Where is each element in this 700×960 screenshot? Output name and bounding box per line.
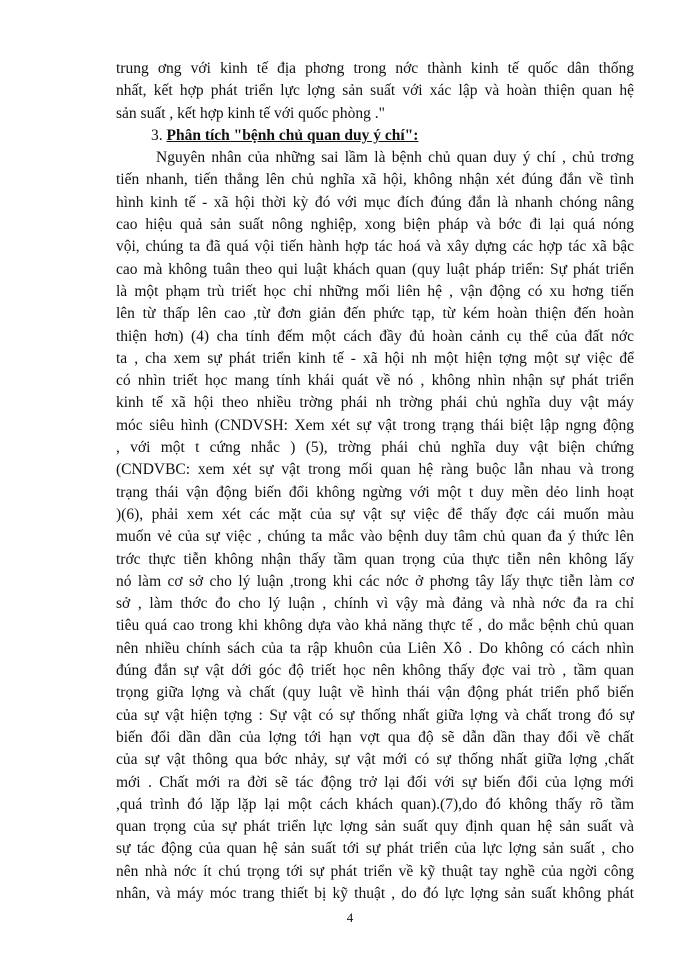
text-line: nên nhà nớc ít chú trọng tới sự phát triển về kỹ thuật tay nghề của ngời công [116,862,634,880]
text-line: móc siêu hình (CNDVSH: Xem xét sự vật trong trạng thái biệt lập ngng động [116,416,634,434]
text-line: trớc thực tiễn không nhận thấy tầm quan trọng của thực tiễn nên không lấy [116,550,634,568]
text-line: quan trọng của sự phát triển lực lợng sản suất quy định quan hệ sản suất và [116,818,634,836]
text-line: trung ơng với kinh tế địa phơng trong nớc thành kinh tế quốc dân thống [116,60,634,77]
document-page [116,58,634,905]
text-line: kinh tế xã hội theo nhiều trờng phái nh trờng phái chủ nghĩa duy vật máy [116,394,634,412]
text-line: sản suất , kết hợp kinh tế với quốc phòng ." [116,104,385,122]
text-line: biến đổi dần dần của lợng tới hạn vợt qua độ sẽ dẫn dần thay đổi về chất [116,728,634,746]
text-line: nó làm cơ sở cho lý luận ,trong khi các nớc ở phơng tây lấy thực tiễn làm cơ [116,572,634,590]
text-line: trạng thái vận động biến đổi không ngừng với một t duy mền dẻo linh hoạt [116,483,634,501]
section-heading [116,125,634,147]
page-number: 4 [346,910,354,925]
section-number: 3. [151,126,163,144]
text-line: của sự vật thông qua bớc nhảy, sự vật mới có sự thống nhất giữa lợng ,chất [116,751,634,769]
text-line: thiện hơn) (4) cha tính đếm một cách đầy đủ hoàn cảnh cụ thể của đất nớc [116,327,634,345]
text-line: cao mà không tuân theo qui luật khách quan (quy luật pháp triển: Sự phát triển [116,260,634,278]
body-paragraph [116,147,634,905]
text-line: sự tác động của quan hệ sản suất tới sự phát triển của lực lợng sản suất , cho [116,840,634,858]
text-line: tiến nhanh, tiến thẳng lên chủ nghĩa xã hội, không nhận xét đúng đắn về tình [116,171,634,189]
text-line: trọng giữa lợng và chất (quy luật về hình thái vận động phát triển phổ biến [116,684,634,702]
text-line: muốn vẻ của sự việc , chúng ta mắc vào bệnh duy tâm chủ quan đa ý thức lên [116,528,634,546]
text-line: Nguyên nhân của những sai lầm là bệnh chủ quan duy ý chí , chủ trơng [156,149,634,167]
text-line: ,quá trình đó lặp lặp lại một cách khách quan).(7),do đó không thấy rõ tầm [116,795,634,813]
text-line: là một phạm trù triết học chỉ những mối liên hệ , vận động có xu hơng tiến [116,282,634,300]
text-line: tiêu quá cao trong khi không dựa vào khả năng thực tế , do mắc bệnh chủ quan [116,617,634,635]
text-line: )(6), phải xem xét các mặt của sự vật sự việc để thấy đợc cái muốn màu [116,505,634,523]
text-line: nên nhiều chính sách của ta rập khuôn của Liên Xô . Do không có cách nhìn [116,639,634,657]
text-line: của sự vật hiện tợng : Sự vật có sự thống nhất giữa lợng và chất trong đó sự [116,706,634,724]
text-line: vội, chúng ta đã quá vội tiến hành hợp tác hoá và xây dựng các hợp tác xã bậc [116,238,634,256]
text-line: lên từ thấp lên cao ,từ đơn giản đến phức tạp, từ kém hoàn thiện đến hoàn [116,305,634,323]
text-line: cao hiệu quả sản suất nông nghiệp, xong biện pháp và bớc đi lại quá nóng [116,216,634,234]
text-line: sở , làm thớc đo cho lý luận , chính vì vậy mà đảng và nhà nớc đa ra chỉ [116,595,634,613]
section-title: Phân tích "bệnh chủ quan duy ý chí": [166,126,419,144]
text-line: , với một t cứng nhắc ) (5), trờng phái chủ nghĩa duy vật biện chứng [116,439,634,457]
text-line: đúng đắn sự vật dới góc độ triết học nên không thấy đợc vai trò , tầm quan [116,662,634,680]
text-line: ta , cha xem sự phát triển kinh tế - xã hội nh một hiện tợng một sự việc để [116,349,634,367]
text-line: hình kinh tế - xã hội thời kỳ đó với mục đích đúng đắn là nhanh chóng nâng [116,193,634,211]
text-line: mới . Chất mới ra đời sẽ tác động trở lại đối với sự biến đổi của lợng mới [116,773,634,791]
intro-paragraph [116,58,634,125]
text-line: có nhìn triết học mang tính khái quát về nó , không nhìn nhận sự phát triển [116,372,634,390]
text-line: (CNDVBC: xem xét sự vật trong mối quan hệ ràng buộc lẫn nhau và trong [116,461,634,479]
text-line: nhân, và máy móc trang thiết bị kỹ thuật , do đó lực lợng sản suất không phát [116,884,634,902]
text-line: nhất, kết hợp phát triển lực lợng sản suất với xác lập và hoàn thiện quan hệ [116,82,634,100]
